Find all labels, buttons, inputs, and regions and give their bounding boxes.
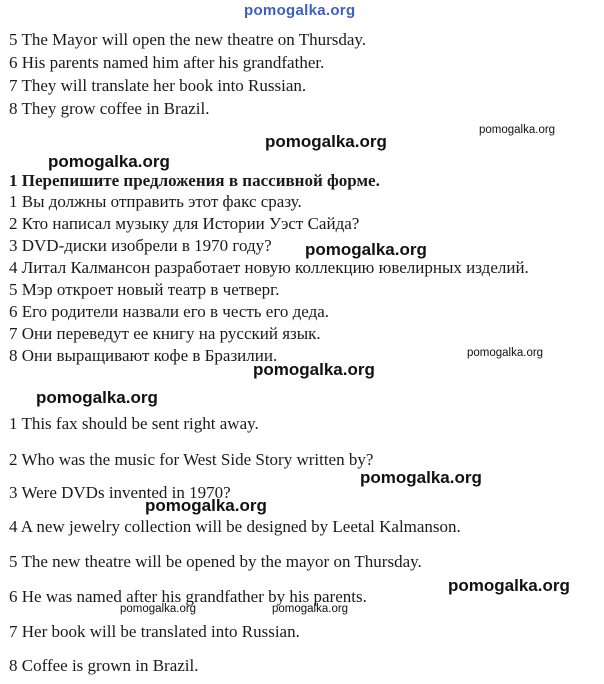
- top-sentence-6: 6 His parents named him after his grandfather.: [9, 53, 325, 72]
- watermark-small: pomogalka.org: [479, 124, 556, 136]
- russian-sentence-5: 5 Мэр откроет новый театр в четверг.: [9, 280, 280, 299]
- top-sentence-5: 5 The Mayor will open the new theatre on Thursday.: [9, 30, 367, 49]
- watermark: pomogalka.org: [253, 360, 375, 379]
- russian-sentence-8: 8 Они выращивают кофе в Бразилии.: [9, 346, 278, 365]
- top-sentence-7: 7 They will translate her book into Russian.: [9, 76, 307, 95]
- watermark-small: pomogalka.org: [272, 603, 349, 615]
- answer-5: 5 The new theatre will be opened by the mayor on Thursday.: [9, 552, 422, 571]
- russian-sentence-7: 7 Они переведут ее книгу на русский язык.: [9, 324, 321, 343]
- answer-1: 1 This fax should be sent right away.: [9, 414, 259, 433]
- russian-sentence-4: 4 Литал Калмансон разработает новую коллекцию ювелирных изделий.: [9, 258, 529, 277]
- watermark: pomogalka.org: [265, 132, 387, 151]
- watermark-top: pomogalka.org: [244, 2, 356, 19]
- russian-sentence-3: 3 DVD-диски изобрели в 1970 году?: [9, 236, 272, 255]
- answer-8: 8 Coffee is grown in Brazil.: [9, 656, 199, 675]
- watermark: pomogalka.org: [305, 240, 427, 259]
- task-heading: 1 Перепишите предложения в пассивной форме.: [9, 171, 380, 190]
- watermark-small: pomogalka.org: [120, 603, 197, 615]
- watermark: pomogalka.org: [145, 496, 267, 515]
- watermark: pomogalka.org: [360, 468, 482, 487]
- answer-4: 4 A new jewelry collection will be designed by Leetal Kalmanson.: [9, 517, 461, 536]
- answer-7: 7 Her book will be translated into Russian.: [9, 622, 300, 641]
- russian-sentence-6: 6 Его родители назвали его в честь его деда.: [9, 302, 330, 321]
- russian-sentence-1: 1 Вы должны отправить этот факс сразу.: [9, 192, 302, 211]
- top-sentence-8: 8 They grow coffee in Brazil.: [9, 99, 210, 118]
- watermark: pomogalka.org: [36, 388, 158, 407]
- watermark: pomogalka.org: [448, 576, 570, 595]
- watermark: pomogalka.org: [48, 152, 170, 171]
- answer-3: 3 Were DVDs invented in 1970?: [9, 483, 231, 502]
- russian-sentence-2: 2 Кто написал музыку для Истории Уэст Сайда?: [9, 214, 360, 233]
- watermark-small: pomogalka.org: [467, 347, 544, 359]
- answer-2: 2 Who was the music for West Side Story written by?: [9, 450, 374, 469]
- answer-6: 6 He was named after his grandfather by his parents.: [9, 587, 367, 606]
